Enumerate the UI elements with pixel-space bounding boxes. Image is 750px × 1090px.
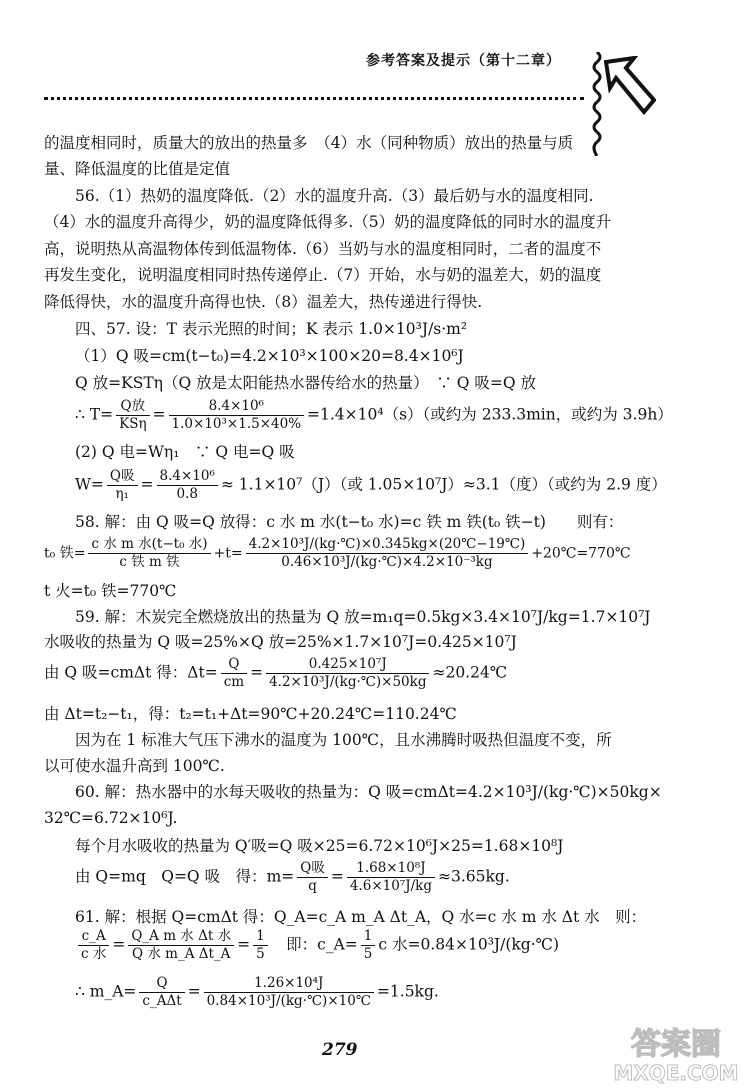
formula-line: Q 放=KSTη（Q 放是太阳能热水器传给水的热量） ∵ Q 吸=Q 放 [75, 374, 537, 392]
text-line: 每个月水吸收的热量为 Q′吸=Q 吸×25=6.72×10⁶J×25=1.68×10⁸J [75, 837, 564, 855]
fraction: $\frac{\text{1.26×10⁴J}}{\text{0.84×10³J/(kg·℃)×10℃}}$ [204, 975, 374, 1010]
text-line: 以可使水温升高到 100℃. [44, 757, 225, 775]
page-number: 279 [322, 1040, 358, 1060]
header-dotted-rule [44, 97, 584, 100]
watermark-url: MXQE.COM [613, 1061, 739, 1085]
text-line: 的温度相同时，质量大的放出的热量多 （4）水（同种物质）放出的热量与质 [44, 134, 574, 152]
watermark-text: 答案圈 [631, 1027, 721, 1062]
fraction: $\frac{\text{Q吸}}{\text{η₁}}$ [107, 468, 138, 503]
fraction: $\frac{\text{1.68×10⁸J}}{\text{4.6×10⁷J/kg}}$ [347, 860, 435, 895]
fraction: $\frac{\text{8.4×10⁶}}{0.8}$ [157, 468, 218, 503]
fraction: $\frac{Q}{cm}$ [221, 656, 247, 691]
answer-61: 61. 解：根据 Q=cmΔt 得：Q_A=c_A m_A Δt_A，Q 水=c 水 m 水 Δt 水 则： [75, 908, 647, 926]
formula-line: （1）Q 吸=cm(t−t₀)=4.2×10³×100×20=8.4×10⁶J [75, 347, 464, 365]
formula-line: (2) Q 电=Wη₁ ∵ Q 电=Q 吸 [75, 443, 295, 461]
formula-fraction-line: t₀ 铁= $\frac{\text{c 水 m 水(t−t₀ 水)}}{\text{c 铁 m 铁}}$ +t= $\frac{\text{4.2×10³J/(kg·℃)×0.345kg×(20℃−19℃)}}{\text{0.46×10³J/(kg·℃)×4.2×10⁻³kg}}$ +20℃=770℃ [44, 536, 631, 570]
fraction: $\frac{\text{Q吸}}{q}$ [297, 860, 328, 895]
formula-line: t 火=t₀ 铁=770℃ [44, 582, 177, 600]
wavy-border-decoration [590, 52, 604, 156]
text-line: 水吸收的热量为 Q 吸=25%×Q 放=25%×1.7×10⁷J=0.425×10⁷J [44, 633, 517, 651]
answer-57-heading: 四、57. 设：T 表示光照的时间；K 表示 1.0×10³J/s·m² [75, 320, 468, 338]
formula-fraction-line: ∴ T= $\frac{\text{Q放}}{\text{KSη}}$ = $\frac{\text{8.4×10⁶}}{\text{1.0×10³×1.5×40\%}}$ =1.4×10⁴（s）（或约为 233.3min，或约为 3.9h） [75, 398, 673, 432]
fraction: $\frac{\text{0.425×10⁷J}}{\text{4.2×10³J/(kg·℃)×50kg}}$ [266, 656, 429, 691]
text-line: 降低得快，水的温度升高得也快.（8）温差大，热传递进行得快. [44, 293, 483, 311]
page-header-title: 参考答案及提示（第十二章） [366, 53, 561, 69]
fraction: $\frac{\text{Q放}}{\text{KSη}}$ [116, 398, 149, 433]
fraction: $\frac{\text{8.4×10⁶}}{\text{1.0×10³×1.5×40\%}}$ [169, 398, 304, 433]
formula-fraction-line: W= $\frac{\text{Q吸}}{\text{η₁}}$ = $\frac{\text{8.4×10⁶}}{0.8}$ ≈ 1.1×10⁷（J）（或 1.05×10⁷J）≈3.1（度）（或约为 2.9 度） [75, 468, 667, 502]
fraction: $\frac{Q}{\text{c\_AΔt}}$ [139, 975, 184, 1010]
text-line: 量、降低温度的比值是定值 [44, 160, 231, 178]
formula-line: 由 Δt=t₂−t₁，得：t₂=t₁+Δt=90℃+20.24℃=110.24℃ [44, 705, 457, 723]
answer-59: 59. 解：木炭完全燃烧放出的热量为 Q 放=m₁q=0.5kg×3.4×10⁷J/kg=1.7×10⁷J [75, 608, 651, 626]
answer-58: 58. 解：由 Q 吸=Q 放得：c 水 m 水(t−t₀ 水)=c 铁 m 铁(t₀ 铁−t) 则有： [75, 513, 624, 531]
formula-fraction-line: 由 Q=mq Q=Q 吸 得：m= $\frac{\text{Q吸}}{q}$ = $\frac{\text{1.68×10⁸J}}{\text{4.6×10⁷J/kg}}$ ≈3.65kg. [75, 860, 510, 894]
text-line: 因为在 1 标准大气压下沸水的温度为 100℃，且水沸腾时吸热但温度不变，所 [75, 731, 612, 749]
text-line: （4）水的温度升高得少，奶的温度降低得多.（5）奶的温度降低的同时水的温度升 [44, 213, 612, 231]
formula-fraction-line: $\frac{c\_A}{\text{c 水}}$ = $\frac{\text{Q\_A m 水 Δt 水}}{\text{Q 水 m\_A Δt\_A}}$ = $\frac{1}{5}$ 即：c_A= $\frac{1}{5}$ c 水=0.84×10³J/(kg·℃) [75, 928, 559, 963]
fraction: $\frac{c\_A}{\text{c 水}}$ [78, 928, 109, 963]
fraction: $\frac{1}{5}$ [253, 928, 268, 963]
text-line: 再发生变化，说明温度相同时热传递停止.（7）开始，水与奶的温差大，奶的温度 [44, 266, 602, 284]
answer-60: 60. 解：热水器中的水每天吸收的热量为：Q 吸=cmΔt=4.2×10³J/(kg·℃)×50kg× [75, 783, 662, 801]
fraction: $\frac{\text{c 水 m 水(t−t₀ 水)}}{\text{c 铁 m 铁}}$ [88, 536, 210, 571]
text-line: 高，说明热从高温物体传到低温物体.（6）当奶与水的温度相同时，二者的温度不 [44, 240, 602, 258]
fraction: $\frac{\text{4.2×10³J/(kg·℃)×0.345kg×(20℃−19℃)}}{\text{0.46×10³J/(kg·℃)×4.2×10⁻³kg}}$ [246, 536, 529, 571]
text-line: 32℃=6.72×10⁶J. [44, 809, 178, 827]
watermark-logo [606, 1020, 746, 1086]
arrow-up-left-icon [604, 56, 656, 120]
formula-fraction-line: 由 Q 吸=cmΔt 得：Δt= $\frac{Q}{cm}$ = $\frac{\text{0.425×10⁷J}}{\text{4.2×10³J/(kg·℃)×50kg}}$ ≈20.24℃ [44, 656, 508, 690]
answer-56: 56.（1）热奶的温度降低.（2）水的温度升高.（3）最后奶与水的温度相同. [75, 187, 594, 205]
fraction: $\frac{1}{5}$ [361, 928, 376, 963]
formula-fraction-line: ∴ m_A= $\frac{Q}{\text{c\_AΔt}}$ = $\frac{\text{1.26×10⁴J}}{\text{0.84×10³J/(kg·℃)×10℃}}$ =1.5kg. [75, 975, 439, 1009]
fraction: $\frac{\text{Q\_A m 水 Δt 水}}{\text{Q 水 m\_A Δt\_A}}$ [128, 928, 234, 963]
